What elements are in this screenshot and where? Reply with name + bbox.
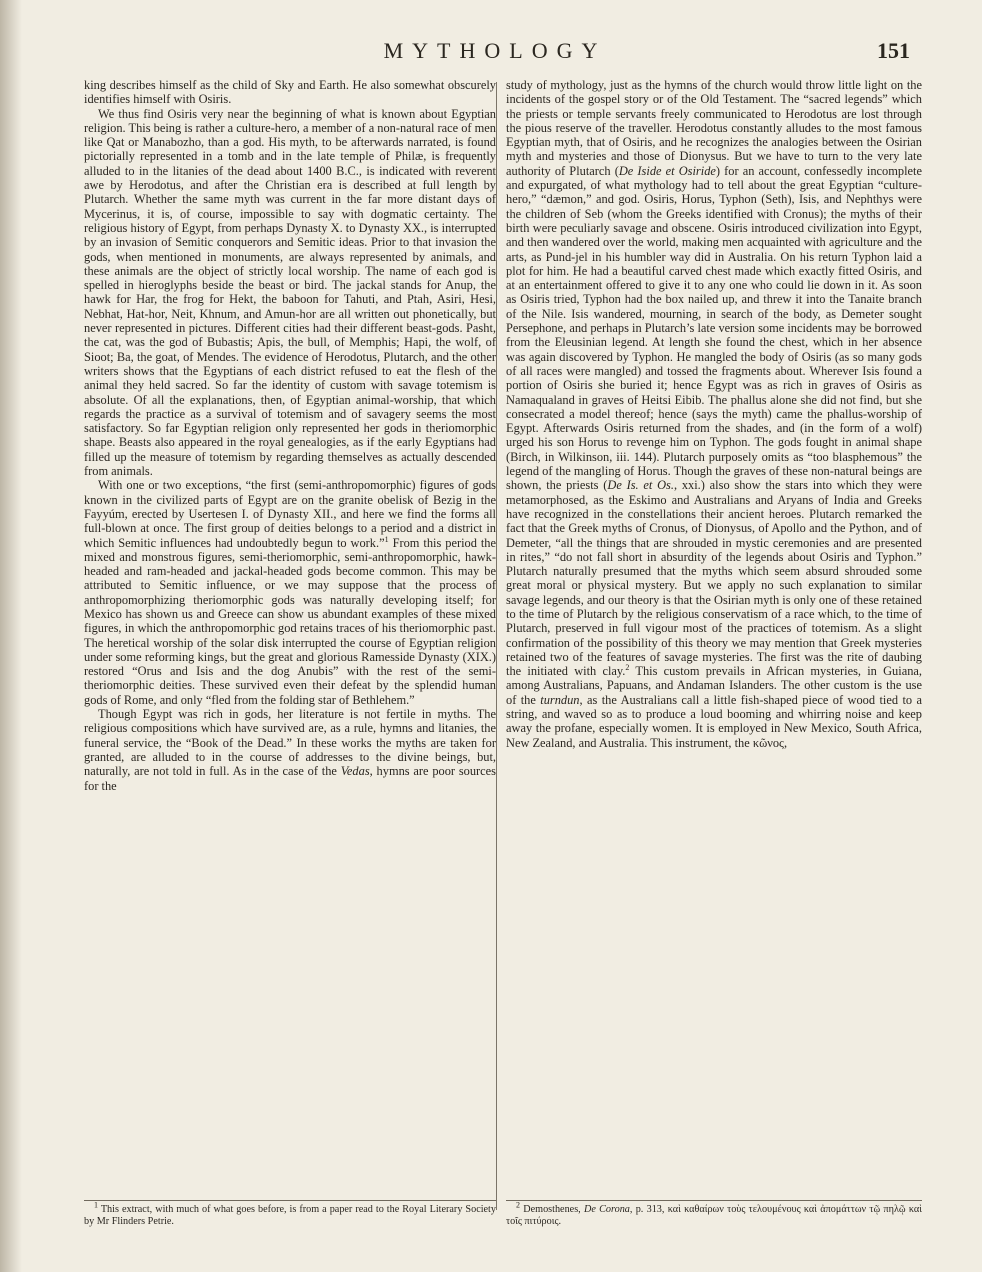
footnote-text: This extract, with much of what goes before, is from a paper read to the Royal Literary Society by Mr Flinders Petrie.	[84, 1204, 496, 1227]
paragraph: We thus find Osiris very near the beginning of what is known about Egyptian religion. This being is rather a culture-hero, a member of a non-natural race of men like Qat or Manabozho, than a god. His myth, to be afterwards narrated, is found pictorially represented in a tomb and in the late temple of Philæ, is frequently alluded to in the litanies of the dead about 1400 B.C., is indicated with reverent awe by Herodotus, and after the Christian era is described at full length by Plutarch. Whether the same myth was current in the far more distant days of Mycerinus, it is, of course, impossible to say with dogmatic certainty. The religious history of Egypt, from perhaps Dynasty X. to Dynasty XX., is interrupted by an invasion of Semitic conquerors and Semitic ideas. Prior to that invasion the gods, when mentioned in monuments, are always represented by animals, and these animals are the object of strictly local worship. The name of each god is spelled in hieroglyphs beside the beast or bird. The jackal stands for Anup, the hawk for Har, the frog for Hekt, the baboon for Tahuti, and Ptah, Asiri, Hesi, Nebhat, Hat-hor, Neit, Khnum, and Amun-hor are all written out phonetically, but never represented in pictures. Different cities had their different beast-gods. Pasht, the cat, was the god of Bubastis; Apis, the bull, of Memphis; Hapi, the wolf, of Sioot; Ba, the goat, of Mendes. The evidence of Herodotus, Plutarch, and the other writers shows that the Egyptians of each district refused to eat the flesh of the animal they held sacred. So far the identity of custom with savage totemism is absolute. Of all the explanations, then, of Egyptian animal-worship, that which regards the practice as a survival of totemism and of savagery seems the most satisfactory. So far Egyptian religion only represented her gods in theriomorphic shape. Beasts also appeared in the royal genealogies, as if the early Egyptians had filled up the measure of totemism by regarding themselves as actually descended from animals.	[84, 106, 496, 479]
paragraph	[506, 78, 922, 750]
footnote-reference: 1	[384, 534, 389, 544]
running-head: MYTHOLOGY	[383, 38, 607, 63]
paragraph-text: With one or two exceptions, “the first (semi-anthropomorphic) figures of gods known in the civilized parts of Egypt are on the granite obelisk of Bezig in the Fayyúm, erected by Usertesen I. of Dynasty XII., and here we find the forms all full-blown at once. The first group of deities belongs to a period and a district in which Semitic influences had undoubtedly begun to work.”	[84, 478, 496, 550]
column-divider	[496, 82, 497, 1210]
italic-title: Vedas	[340, 764, 370, 779]
footnote-marker: 2	[516, 1200, 520, 1210]
left-column	[84, 78, 496, 1228]
italic-title: De Iside et Osiride	[618, 163, 716, 178]
italic-term: turndun	[540, 692, 580, 707]
footnotes	[506, 1200, 922, 1228]
footnote	[506, 1200, 922, 1228]
italic-title: De Is. et Os.	[607, 478, 674, 493]
paragraph-text: , hymns are poor sources for the	[84, 764, 496, 793]
paragraph-text: ) for an account, confessedly incomplete and expurgated, of what mythology had to tell about the great Egyptian “culture-hero,” “dæmon,” and god. Osiris, Horus, Typhon (Seth), Isis, and Nephthys were the children of Seb (whom the Greeks identified with Cronus); the myths of their birth were peculiarly savage and obscene. Osiris introduced civilization into Egypt, and then wandered over the world, making men acquainted with agriculture and the arts, as Pund-jel in his humbler way did in Australia. On his return Typhon laid a plot for him. He had a beautiful carved chest made which exactly fitted Osiris, and at an entertainment offered to give it to any one who could lie down in it. As soon as Osiris tried, Typhon had the box nailed up, and threw it into the Tanaite branch of the Nile. Isis wandered, mourning, in search of the body, as Demeter sought Persephone, and perhaps in Plutarch’s late version some incidents may be borrowed from the Eleusinian legend. At length she found the chest, which in her absence was again discovered by Typhon. He mangled the body of Osiris (as so many gods of all races were mangled) and tossed the fragments about. Wherever Isis found a portion of Osiris she buried it; hence Egypt was as rich in graves of Osiris as Namaqualand in graves of Heitsi Eibib. The phallus alone she did not find, but she consecrated a model thereof; hence (says the myth) came the phallus-worship of Egypt. Afterwards Osiris returned from the shades, and (in the form of a wolf) urged his son Horus to revenge him on Typhon. The gods fought in animal shape (Birch, in Wilkinson, iii. 144). Plutarch purposely omits as “too blasphemous” the legend of the mangling of Horus. Though the graves of these non-natural beings are shown, the priests (	[506, 163, 922, 493]
page-number: 151	[877, 38, 910, 63]
page-header	[80, 38, 910, 72]
paragraph-text: From this period the mixed and monstrous figures, semi-theriomorphic, semi-anthropomorphic, hawk-headed and ram-headed and jackal-headed gods become common. This may be attributed to Semitic influence, or we may suppose that the process of anthropomorphizing theriomorphic gods was naturally developing itself; for Mexico has shown us and Greece can show us abundant examples of these mixed figures, in which the anthropomorphic god retains traces of his theriomorphic past. The heretical worship of the solar disk interrupted the course of Egyptian religion under some reforming kings, but the great and glorious Ramesside Dynasty (XIX.) restored “Orus and Isis and the dog Anubis” with the rest of the semi-theriomorphic deities. These survived even their defeat by the splendid human gods of Rome, and only “fled from the folding star of Bethlehem.”	[84, 535, 496, 707]
paragraph	[84, 478, 496, 707]
footnote-text: Demosthenes,	[520, 1204, 584, 1215]
paragraph-text: This custom prevails in African mysteries, in Guiana, among Australians, Papuans, and Andaman Islanders. The other custom is the use of the	[506, 664, 922, 707]
italic-title: De Corona	[583, 1204, 630, 1215]
binding-shadow	[0, 0, 22, 1272]
footnote-marker: 1	[94, 1200, 98, 1210]
footnote	[84, 1200, 496, 1228]
paragraph-text: , as the Australians call a little fish-shaped piece of wood tied to a string, and waved so as to produce a loud booming and whirring noise and keep away the profane, especially women. It is employed in New Mexico, South Africa, New Zealand, and Australia. This instrument, the κῶνος,	[506, 692, 922, 750]
footnote-text: , p. 313, καὶ καθαίρων τοὺς τελουμένους καὶ ἀπομάττων τῷ πηλῷ καὶ τοῖς πιτύροις.	[506, 1204, 922, 1227]
paragraph-text: , xxi.) also show the stars into which they were metamorphosed, as the Eskimo and Australians and Aryans of India and Greeks have recognized in the constellations their ancient heroes. Plutarch remarked the fact that the Greek myths of Cronus, of Dionysus, of Apollo and the Python, and of Demeter, “all the things that are shrouded in mystic ceremonies and are presented in rites,” “do not fall short in absurdity of the legends about Osiris and Typhon.” Plutarch naturally presumed that the myths which seem absurd shrouded some great moral or physical mystery. But we apply no such explanation to similar savage legends, and our theory is that the Osirian myth is only one of these retained to the time of Plutarch by the religious conservatism of a race which, to the time of Plutarch, preserved in full vigour most of the practices of totemism. As a slight confirmation of the possibility of this theory we may mention that Greek mysteries retained two of the features of savage mysteries. The first was the rite of daubing the initiated with clay.	[506, 478, 922, 679]
paragraph	[84, 707, 496, 793]
footnotes	[84, 1200, 496, 1228]
paragraph: king describes himself as the child of Sky and Earth. He also somewhat obscurely identifies himself with Osiris.	[84, 78, 496, 107]
paragraph-text: Though Egypt was rich in gods, her literature is not fertile in myths. The religious compositions which have survived are, as a rule, hymns and litanies, the funeral service, the “Book of the Dead.” In these works the myths are taken for granted, are alluded to in the course of addresses to the divine beings, but, naturally, are not told in full. As in the case of the	[84, 707, 496, 779]
paragraph-text: study of mythology, just as the hymns of the church would throw little light on the incidents of the gospel story or of the Old Testament. The “sacred legends” which the priests or temple servants freely communicated to Herodotus are lost through the pious reserve of the traveller. Herodotus constantly alludes to the most famous Egyptian myth, that of Osiris, and he recognizes the analogies between the Osirian myth and mysteries and those of Dionysus. But we have to turn to the very late authority of Plutarch (	[506, 78, 922, 178]
footnote-reference: 2	[625, 663, 630, 673]
right-column	[506, 78, 922, 1228]
